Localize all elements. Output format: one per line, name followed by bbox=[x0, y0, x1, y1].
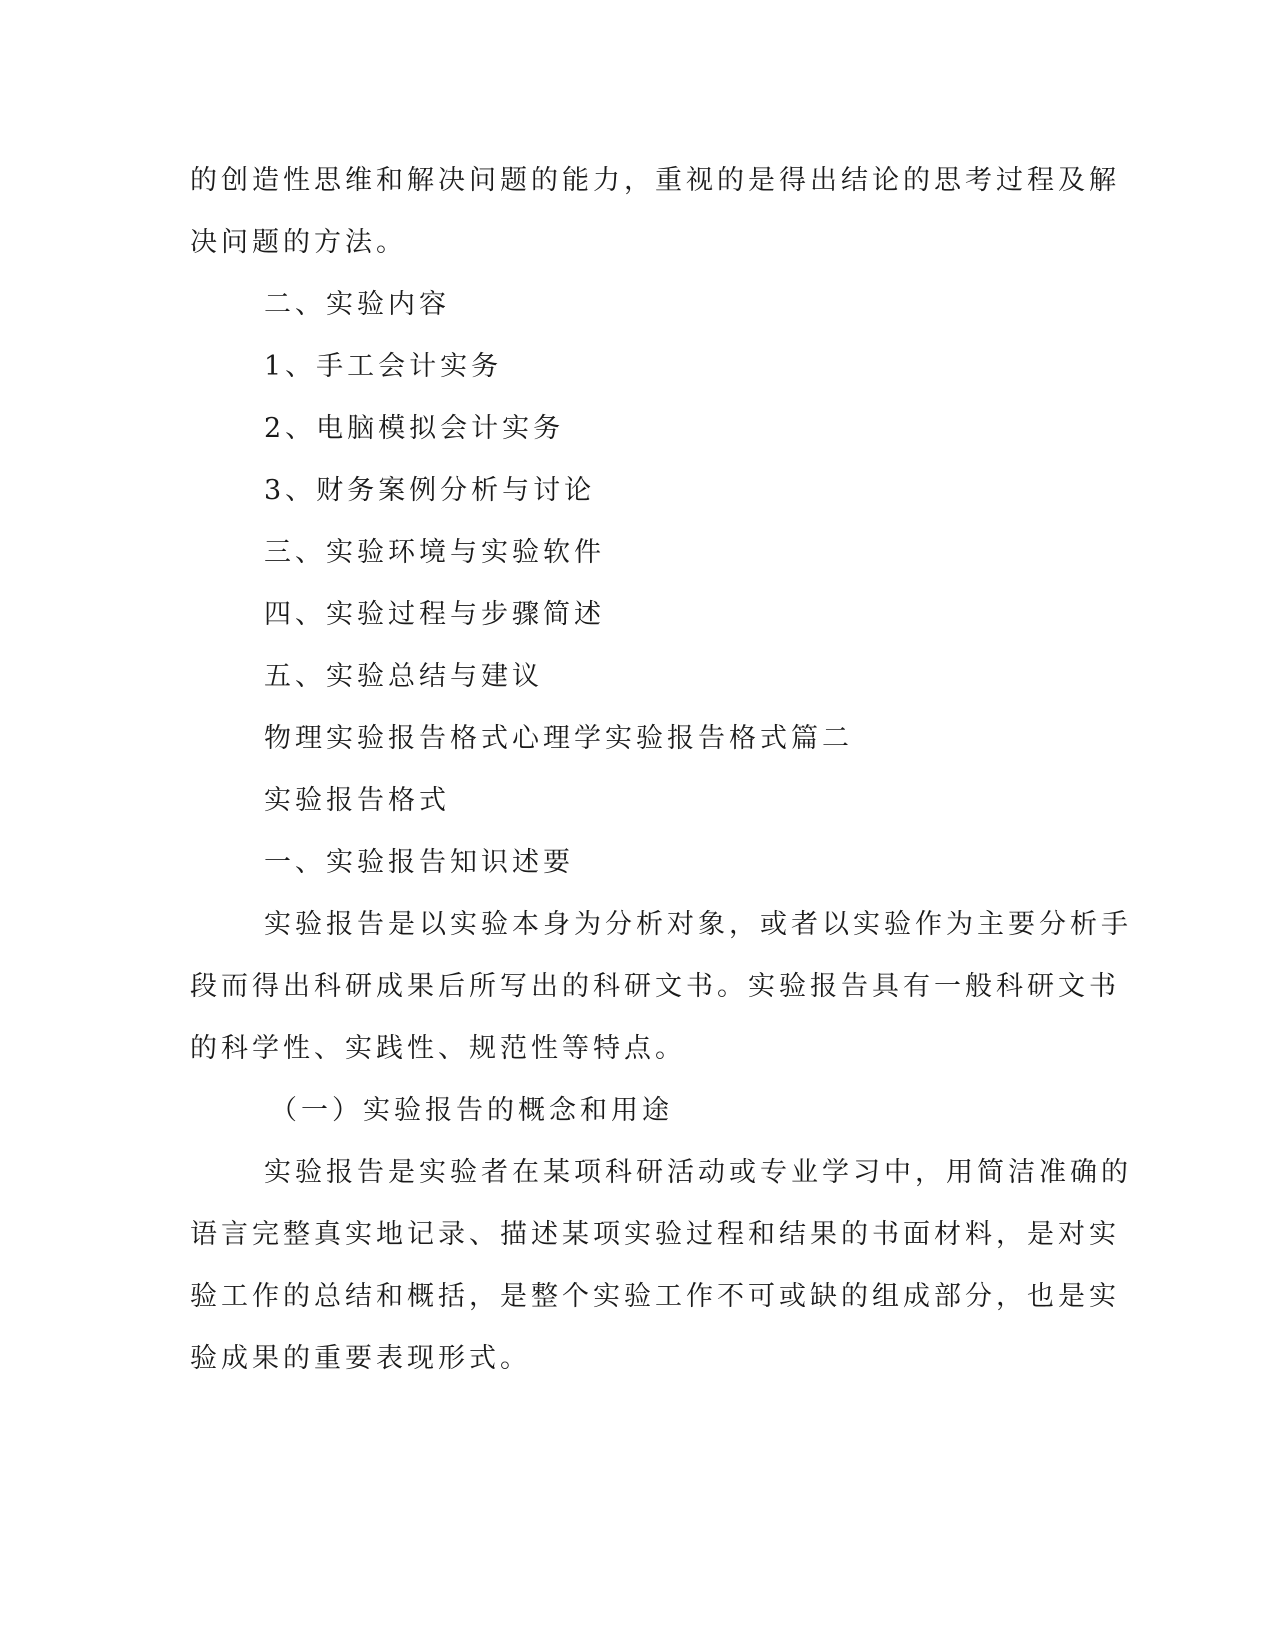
paragraph-line: 的创造性思维和解决问题的能力，重视的是得出结论的思考过程及解 bbox=[190, 165, 1120, 196]
paragraph-line: 验成果的重要表现形式。 bbox=[190, 1343, 531, 1374]
document-body bbox=[190, 150, 1132, 1390]
section-heading: 三、实验环境与实验软件 bbox=[264, 537, 605, 568]
article-title: 物理实验报告格式心理学实验报告格式篇二 bbox=[264, 723, 853, 754]
paragraph-line: 实验报告是实验者在某项科研活动或专业学习中，用简洁准确的 bbox=[264, 1157, 1132, 1188]
paragraph-line: 语言完整真实地记录、描述某项实验过程和结果的书面材料，是对实 bbox=[190, 1219, 1120, 1250]
paragraph-line: 验工作的总结和概括，是整个实验工作不可或缺的组成部分，也是实 bbox=[190, 1281, 1120, 1312]
section-heading: 二、实验内容 bbox=[264, 289, 450, 320]
section-heading: 四、实验过程与步骤简述 bbox=[264, 599, 605, 630]
paragraph-line: 段而得出科研成果后所写出的科研文书。实验报告具有一般科研文书 bbox=[190, 971, 1120, 1002]
section-heading: 一、实验报告知识述要 bbox=[264, 847, 574, 878]
paragraph-line: 决问题的方法。 bbox=[190, 227, 407, 258]
list-item: 3、财务案例分析与讨论 bbox=[264, 475, 596, 506]
article-subtitle: 实验报告格式 bbox=[264, 785, 450, 816]
section-heading: 五、实验总结与建议 bbox=[264, 661, 543, 692]
subsection-heading: （一）实验报告的概念和用途 bbox=[270, 1095, 673, 1126]
paragraph-line: 的科学性、实践性、规范性等特点。 bbox=[190, 1033, 686, 1064]
list-item: 2、电脑模拟会计实务 bbox=[264, 413, 565, 444]
list-item: 1、手工会计实务 bbox=[264, 351, 503, 382]
paragraph-line: 实验报告是以实验本身为分析对象，或者以实验作为主要分析手 bbox=[264, 909, 1132, 940]
